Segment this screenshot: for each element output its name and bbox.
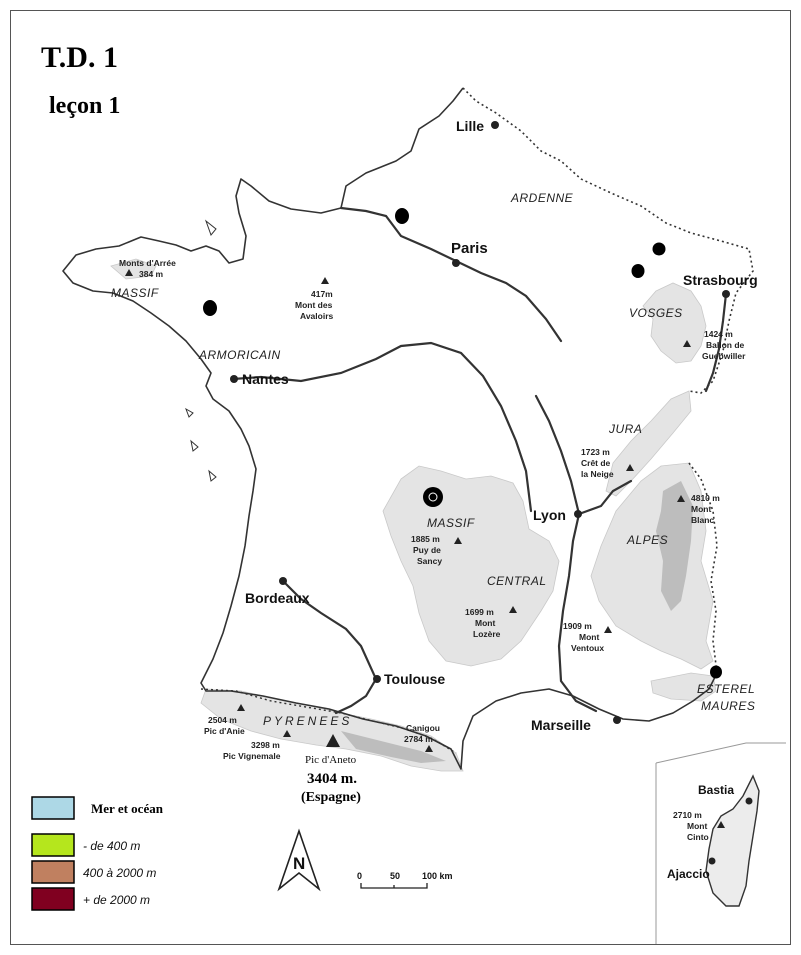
scale-bar [357, 871, 453, 888]
legend-label-3: + de 2000 m [83, 893, 151, 907]
summit-blanc-name-2: Blanc [691, 515, 715, 525]
summit-arree-name: Monts d'Arrée [119, 258, 176, 268]
summit-avaloirs-name-1: Mont des [295, 300, 333, 310]
summit-anie-height: 2504 m [208, 715, 237, 725]
relief-areas [111, 259, 716, 771]
map-frame [10, 10, 791, 945]
summit-cinto-height: 2710 m [673, 810, 702, 820]
region-armoricain: ARMORICAIN [199, 348, 281, 362]
aneto-country: (Espagne) [301, 790, 361, 805]
river-saone [536, 396, 579, 514]
city-dot-bordeaux [279, 577, 287, 585]
city-bastia: Bastia [698, 783, 735, 797]
summit-ventoux-name-1: Mont [579, 632, 600, 642]
region-maures: MAURES [701, 699, 756, 713]
city-dot-toulouse [373, 675, 381, 683]
city-strasbourg: Strasbourg [683, 272, 758, 288]
city-dot-nantes [230, 375, 238, 383]
summit-ventoux-name-2: Ventoux [571, 643, 605, 653]
legend-swatch-3 [32, 888, 74, 910]
region-massif-central-1: MASSIF [427, 516, 475, 530]
city-lyon: Lyon [533, 507, 566, 523]
scale-tick-50: 50 [390, 871, 401, 881]
region-central: CENTRAL [487, 574, 547, 588]
corsica-inset-border [656, 743, 786, 763]
summit-sancy-height: 1885 m [411, 534, 440, 544]
compass-icon [279, 831, 319, 889]
summit-cinto-name-1: Mont [687, 821, 708, 831]
summit-blanc-height: 4810 m [691, 493, 720, 503]
summit-cinto-name-2: Cinto [687, 832, 709, 842]
summit-canigou-height: 2784 m [404, 734, 433, 744]
marked-point-2 [653, 243, 666, 256]
aneto-name: Pic d'Aneto [305, 754, 357, 766]
summit-ballon-height: 1424 m [704, 329, 733, 339]
summit-lozere-height: 1699 m [465, 607, 494, 617]
city-toulouse: Toulouse [384, 671, 446, 687]
region-jura: JURA [609, 422, 643, 436]
city-bordeaux: Bordeaux [245, 590, 310, 606]
summit-avaloirs-height: 417m [311, 289, 333, 299]
city-dot-bastia [746, 798, 753, 805]
legend-label-1: - de 400 m [83, 839, 141, 853]
legend-swatch-0 [32, 797, 74, 819]
aneto-height: 3404 m. [307, 771, 357, 787]
marked-point-5 [710, 666, 722, 679]
summit-avaloirs-name-2: Avaloirs [300, 311, 334, 321]
relief-massif-central [383, 466, 559, 666]
legend-swatch-1 [32, 834, 74, 856]
map-canvas [11, 11, 790, 944]
summit-avaloirs-icon [321, 277, 329, 284]
region-vosges: VOSGES [629, 306, 683, 320]
city-paris: Paris [451, 240, 488, 257]
region-alpes: ALPES [627, 533, 669, 547]
compass-label: N [293, 854, 306, 873]
summit-ballon-name-2: Guebwiller [702, 351, 746, 361]
legend-label-0: Mer et océan [91, 801, 163, 816]
region-pyrenees: PYRENEES [263, 714, 353, 728]
summit-neige-height: 1723 m [581, 447, 610, 457]
marked-point-6 [423, 487, 443, 507]
summit-neige-name-1: Crêt de [581, 458, 611, 468]
marked-point-3 [632, 264, 645, 278]
legend-swatch-2 [32, 861, 74, 883]
legend-label-2: 400 à 2000 m [83, 866, 157, 880]
legend [32, 797, 164, 910]
city-nantes: Nantes [242, 371, 289, 387]
summit-vignemale-name: Pic Vignemale [223, 751, 281, 761]
city-dot-strasbourg [722, 290, 730, 298]
city-dot-ajaccio [709, 858, 716, 865]
city-dot-lille [491, 121, 499, 129]
city-ajaccio: Ajaccio [667, 867, 710, 881]
summit-anie-name: Pic d'Anie [204, 726, 245, 736]
summit-sancy-name-1: Puy de [413, 545, 441, 555]
marked-point-1 [395, 208, 409, 224]
summit-ventoux-icon [604, 626, 612, 633]
region-esterel: ESTEREL [697, 682, 756, 696]
summit-sancy-name-2: Sancy [417, 556, 443, 566]
city-dot-lyon [574, 510, 582, 518]
river-seine [341, 208, 561, 341]
summit-lozere-name-2: Lozère [473, 629, 501, 639]
summit-vignemale-height: 3298 m [251, 740, 280, 750]
city-dot-marseille [613, 716, 621, 724]
summit-lozere-name-1: Mont [475, 618, 496, 628]
river-rhone [559, 514, 596, 711]
summit-neige-name-2: la Neige [581, 469, 614, 479]
marked-point-4 [203, 300, 217, 316]
summit-ballon-name-1: Ballon de [706, 340, 745, 350]
summit-canigou-name: Canigou [406, 723, 440, 733]
region-ardenne: ARDENNE [511, 191, 574, 205]
scale-tick-100: 100 km [422, 871, 453, 881]
city-lille: Lille [456, 118, 485, 134]
map-title: T.D. 1 [41, 41, 118, 74]
summit-ventoux-height: 1909 m [563, 621, 592, 631]
city-dot-paris [452, 259, 460, 267]
city-marseille: Marseille [531, 717, 591, 733]
region-massif-armoricain-1: MASSIF [111, 286, 159, 300]
relief-vosges [643, 283, 706, 363]
summit-blanc-name-1: Mont [691, 504, 712, 514]
scale-tick-0: 0 [357, 871, 363, 881]
summit-arree-height: 384 m [139, 269, 164, 279]
map-subtitle: leçon 1 [49, 93, 121, 119]
